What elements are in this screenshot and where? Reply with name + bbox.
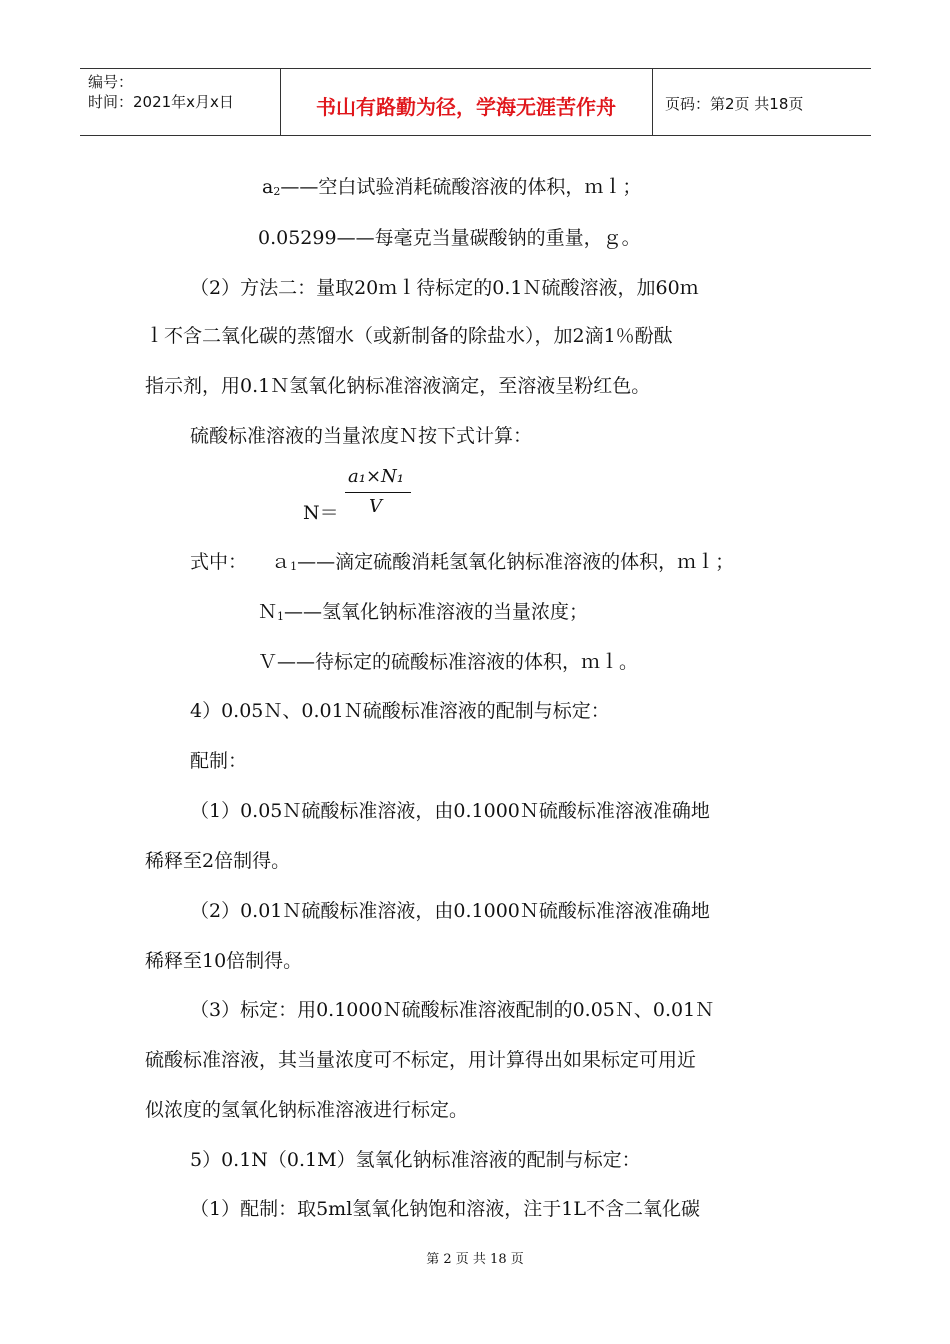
header-meta [88, 72, 234, 112]
time-label: 时间：2021年x月x日 [88, 93, 234, 111]
var-a: ａ [271, 551, 291, 573]
text-line [262, 172, 641, 199]
text-line: （1）0.05Ｎ硫酸标准溶液，由0.1000Ｎ硫酸标准溶液准确地 [190, 800, 710, 822]
text-line [190, 547, 734, 574]
text-line: 似浓度的氢氧化钠标准溶液进行标定。 [145, 1099, 469, 1121]
formula-lhs: N＝ [303, 502, 339, 524]
text-line: （3）标定：用0.1000Ｎ硫酸标准溶液配制的0.05Ｎ、0.01Ｎ [190, 999, 715, 1021]
text-line [258, 597, 588, 624]
subscript: 1 [277, 610, 285, 623]
var-a: a [262, 176, 274, 198]
header-divider [652, 69, 653, 135]
line-prefix: 式中： [190, 551, 248, 573]
text-line: 4）0.05Ｎ、0.01Ｎ硫酸标准溶液的配制与标定： [190, 700, 610, 722]
subscript: 1 [290, 560, 298, 573]
line-text: ——空白试验消耗硫酸溶液的体积，ｍｌ； [280, 176, 642, 198]
text-line: 硫酸标准溶液，其当量浓度可不标定，用计算得出如果标定可用近 [145, 1049, 697, 1071]
text-line: （2）0.01Ｎ硫酸标准溶液，由0.1000Ｎ硫酸标准溶液准确地 [190, 900, 710, 922]
text-line: （1）配制：取5ml氢氧化钠饱和溶液，注于1L不含二氧化碳 [190, 1198, 700, 1220]
fraction-bar [345, 492, 411, 493]
header-page-info: 页码：第2页 共18页 [665, 95, 804, 113]
subscript: 2 [273, 185, 281, 198]
text-line: Ｖ——待标定的硫酸标准溶液的体积，ｍｌ。 [258, 651, 639, 673]
line-text: ——滴定硫酸消耗氢氧化钠标准溶液的体积，ｍｌ； [297, 551, 735, 573]
text-line: 0.05299——每毫克当量碳酸钠的重量，ｇ。 [258, 227, 641, 249]
page-footer: 第 2 页 共 18 页 [426, 1252, 524, 1267]
number-label: 编号： [88, 73, 134, 91]
var-n: Ｎ [258, 601, 278, 623]
line-text: ——氢氧化钠标准溶液的当量浓度； [284, 601, 589, 623]
text-line: ｌ不含二氧化碳的蒸馏水（或新制备的除盐水），加2滴1％酚酞 [145, 325, 673, 347]
page-header [80, 68, 871, 136]
text-line: 硫酸标准溶液的当量浓度Ｎ按下式计算： [190, 425, 533, 447]
text-line: 稀释至2倍制得。 [145, 850, 291, 872]
formula [303, 462, 413, 522]
formula-numerator: a₁×N₁ [348, 466, 404, 487]
text-line: 5）0.1N（0.1M）氢氧化钠标准溶液的配制与标定： [190, 1149, 641, 1171]
text-line: 指示剂，用0.1Ｎ氢氧化钠标准溶液滴定，至溶液呈粉红色。 [145, 375, 651, 397]
formula-denominator: V [369, 496, 382, 517]
header-motto: 书山有路勤为径，学海无涯苦作舟 [316, 95, 616, 119]
text-line: （2）方法二：量取20ｍｌ待标定的0.1Ｎ硫酸溶液，加60ｍ [190, 277, 699, 299]
text-line: 稀释至10倍制得。 [145, 950, 303, 972]
text-line: 配制： [190, 750, 248, 772]
